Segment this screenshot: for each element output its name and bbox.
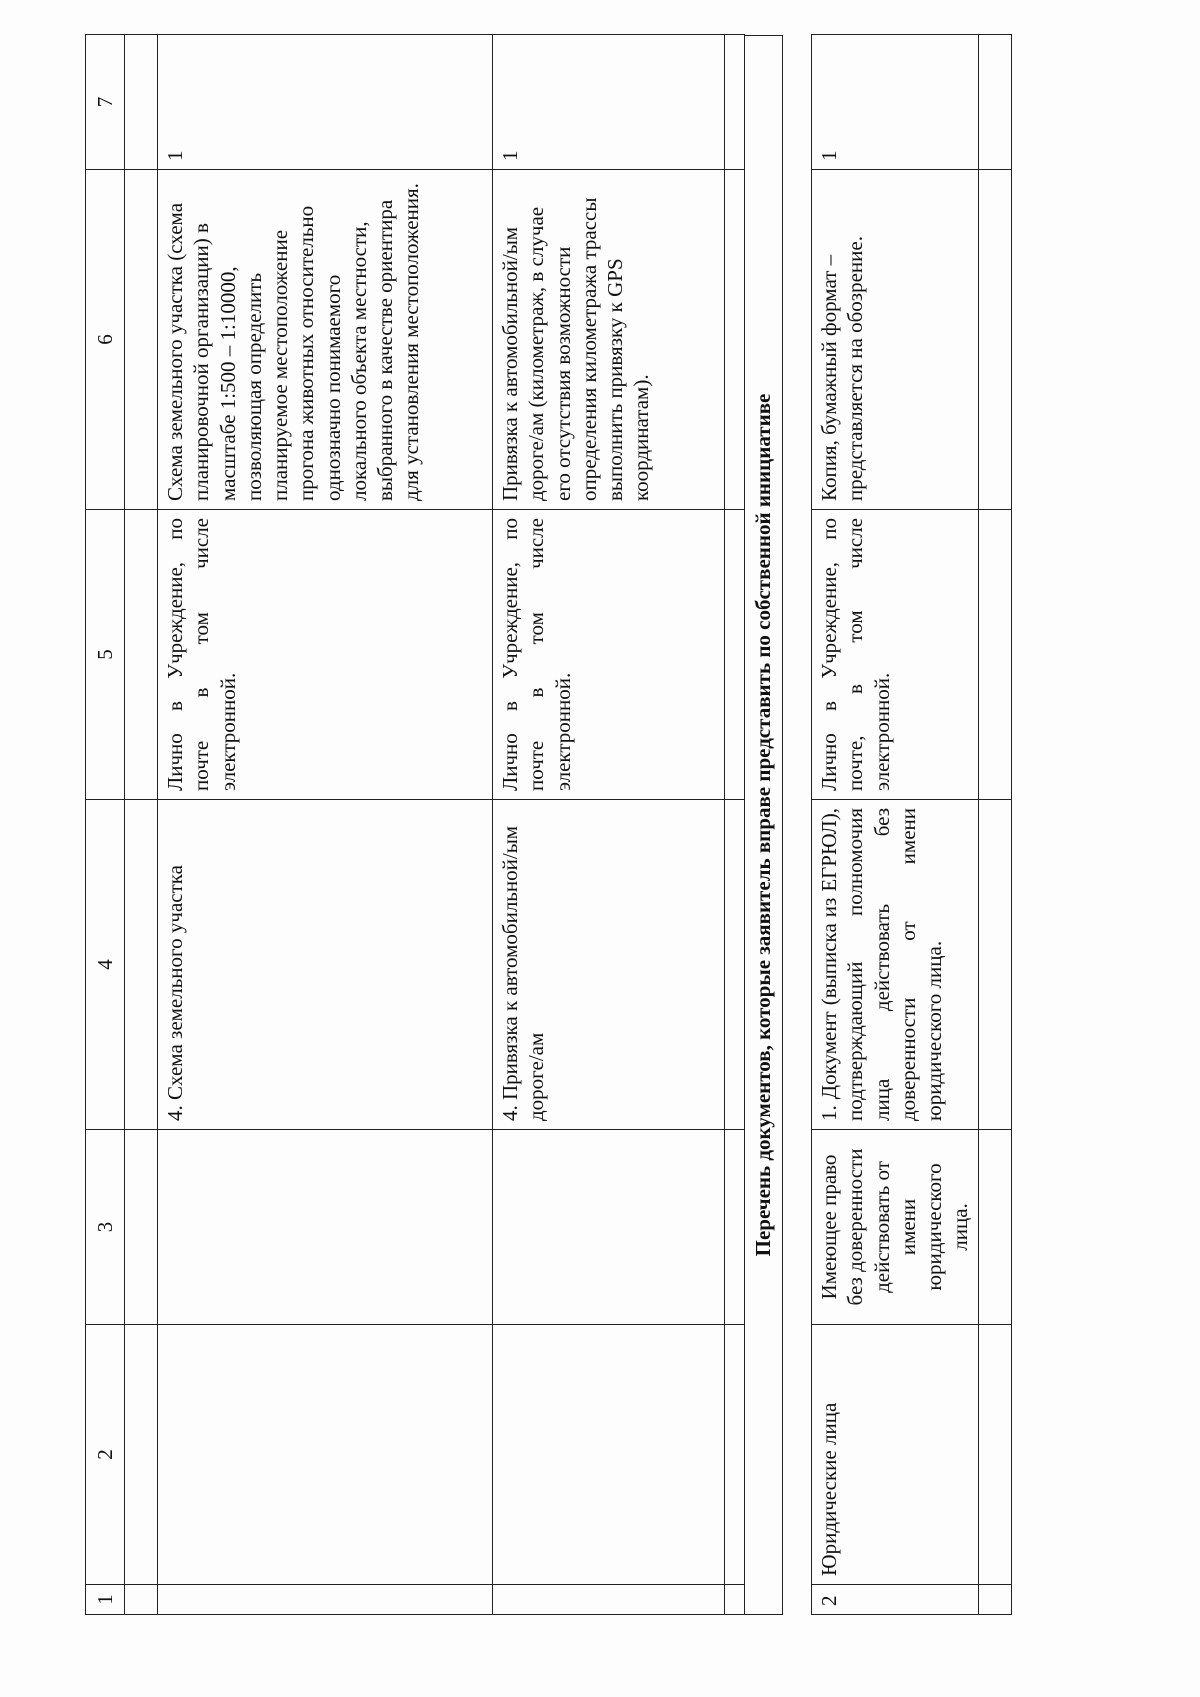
cell-quantity: 1 xyxy=(158,35,493,170)
spacer-row xyxy=(125,35,158,1615)
cell-quantity: 1 xyxy=(493,35,725,170)
table-row xyxy=(493,35,725,1615)
cell-submission-method: Лично в Учреждение, по почте, в том числе электронной. xyxy=(812,510,979,800)
cell-submission-method: Лично в Учреждение, по почте в том числе электронной. xyxy=(158,510,493,800)
header-col-4: 4 xyxy=(86,800,125,1130)
optional-documents-table xyxy=(811,34,1012,1615)
header-col-2: 2 xyxy=(86,1325,125,1585)
section-gap xyxy=(783,35,811,1615)
cell-row-number: 2 xyxy=(812,1585,979,1615)
cell-requirements: Копия, бумажный формат – представляется на обозрение. xyxy=(812,170,979,510)
rotated-document xyxy=(85,35,985,1615)
cell-applicant-authority: Имеющее право без доверенности действовать от имени юридического лица. xyxy=(812,1130,979,1325)
cell-requirements: Схема земельного участка (схема планировочной организации) в масштабе 1:500 – 1:10000, позволяющая определить планируемое местоположение прогона животных относительно однозначно понимаемого локального объекта местности, выбранного в качестве ориентира для установления местоположения. xyxy=(158,170,493,510)
cell-document-name: 4. Схема земельного участка xyxy=(158,800,493,1130)
cell-requirements: Привязка к автомобильной/ым дороге/ам (километраж, в случае его отсутствия возможности определения километража трассы выполнить привязку к GPS координатам). xyxy=(493,170,725,510)
table-row xyxy=(812,35,979,1615)
table-header-row xyxy=(86,35,125,1615)
header-col-7: 7 xyxy=(86,35,125,170)
spacer-row xyxy=(978,35,1011,1615)
cell-applicant-category: Юридические лица xyxy=(812,1325,979,1585)
documents-table xyxy=(85,34,745,1615)
cell-document-name: 4. Привязка к автомобильной/ым дороге/ам xyxy=(493,800,725,1130)
spacer-row xyxy=(725,35,745,1615)
header-col-5: 5 xyxy=(86,510,125,800)
header-col-3: 3 xyxy=(86,1130,125,1325)
header-col-6: 6 xyxy=(86,170,125,510)
table-row xyxy=(158,35,493,1615)
section-title: Перечень документов, которые заявитель вправе представить по собственной инициативе xyxy=(745,35,783,1615)
cell-submission-method: Лично в Учреждение, по почте в том числе электронной. xyxy=(493,510,725,800)
cell-quantity: 1 xyxy=(812,35,979,170)
cell-document-name: 1. Документ (выписка из ЕГРЮЛ), подтверждающий полномочия лица действовать без доверенности от имени юридического лица. xyxy=(812,800,979,1130)
header-col-1: 1 xyxy=(86,1585,125,1615)
